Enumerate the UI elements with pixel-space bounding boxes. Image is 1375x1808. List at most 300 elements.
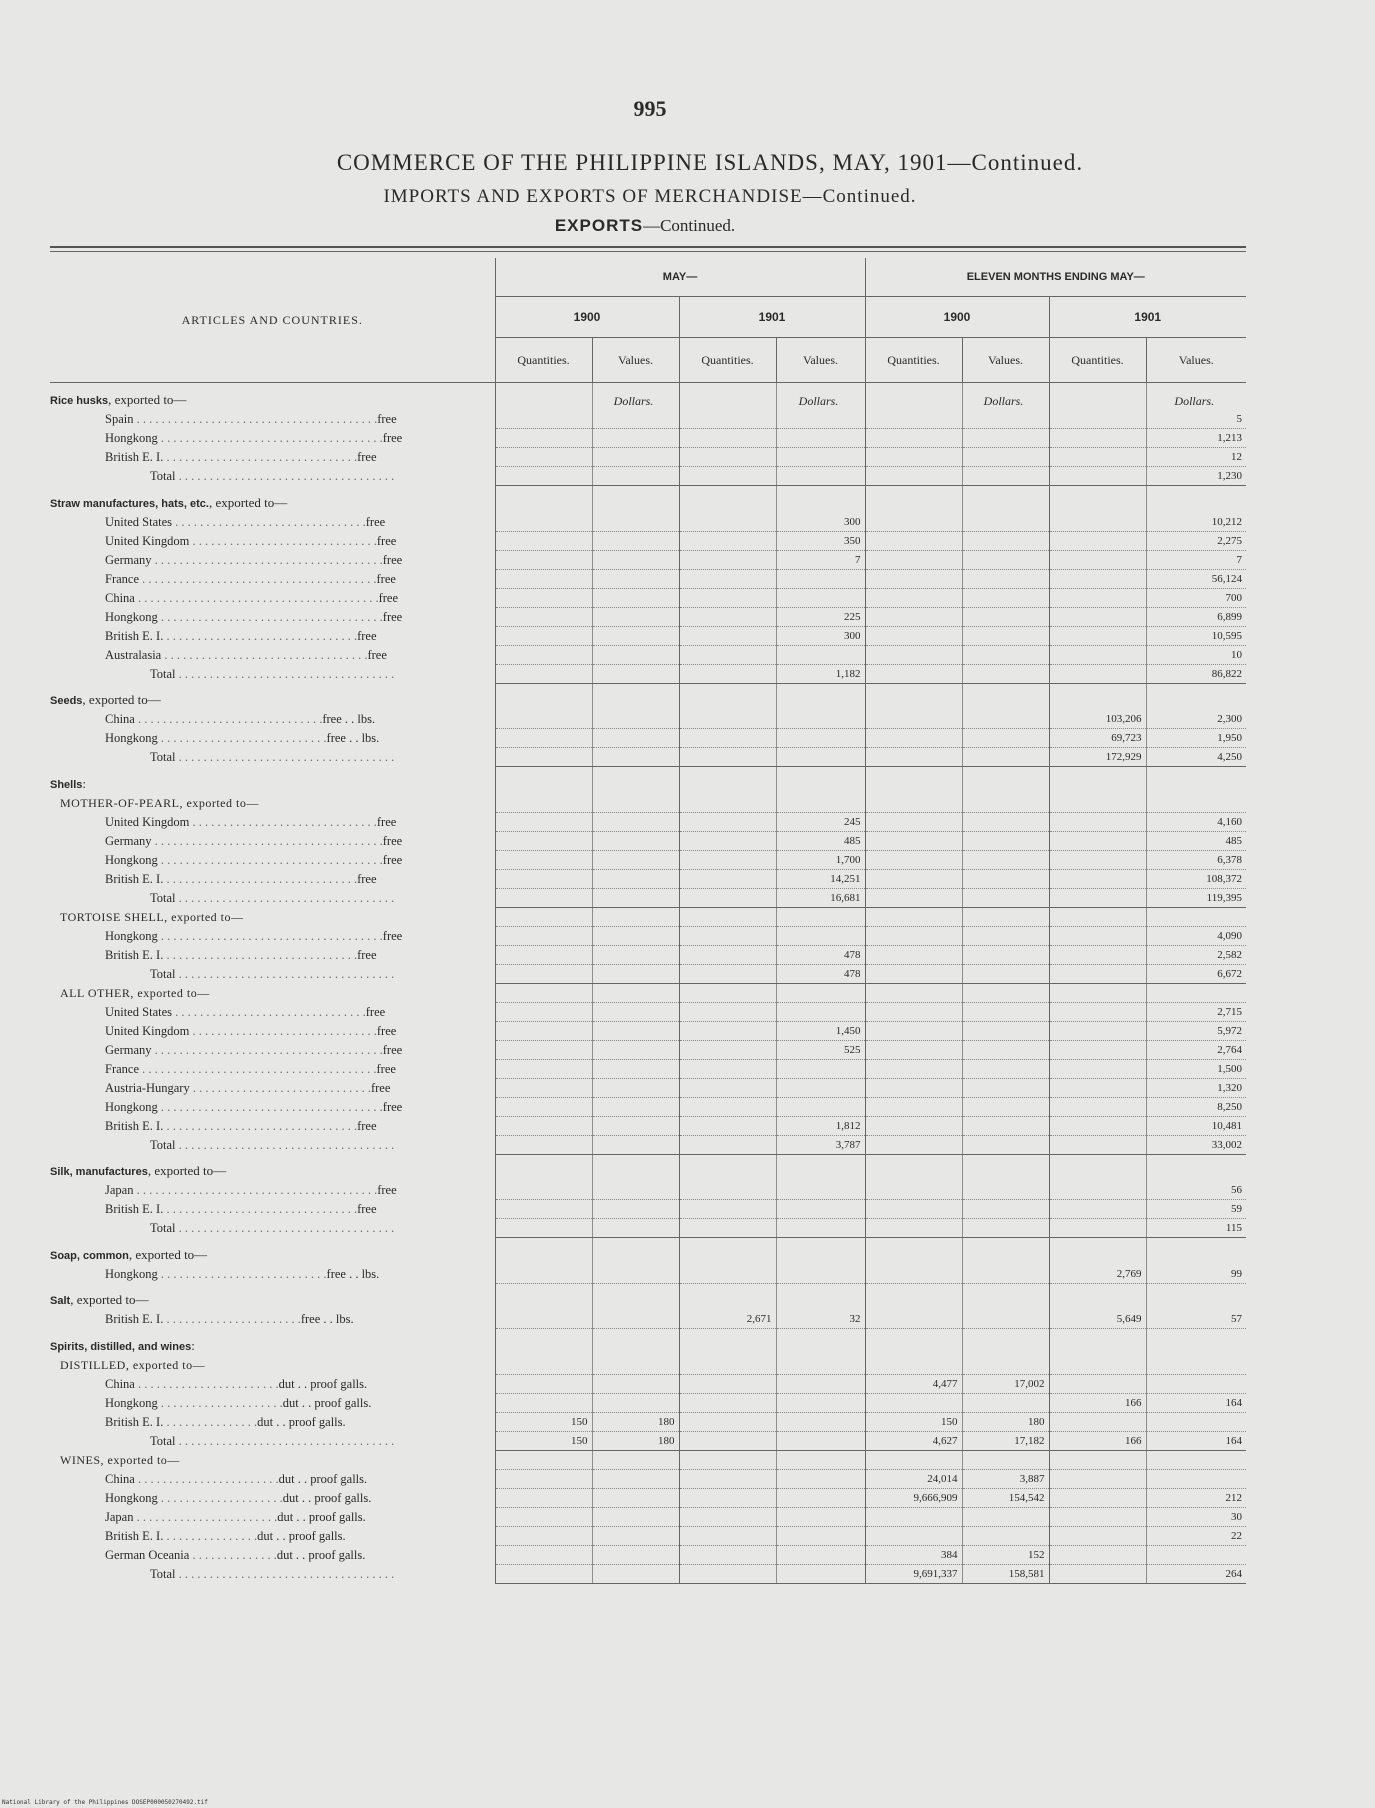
value-cell [962, 429, 1049, 448]
country-name: German Oceania [105, 1547, 190, 1562]
value-cell [962, 1040, 1049, 1059]
value-cell [592, 983, 679, 1002]
value-cell [592, 448, 679, 467]
page-subtitle: IMPORTS AND EXPORTS OF MERCHANDISE—Continued. [383, 186, 917, 207]
value-cell: 4,160 [1146, 812, 1246, 831]
value-cell: 485 [1146, 831, 1246, 850]
value-cell [776, 1564, 865, 1583]
value-cell [962, 729, 1049, 748]
value-cell [1146, 767, 1246, 794]
value-cell [776, 448, 865, 467]
value-cell [592, 1116, 679, 1135]
country-name: British E. I. [105, 1202, 164, 1216]
quantity-cell [495, 945, 592, 964]
value-cell [962, 1238, 1049, 1265]
quantity-cell [495, 1488, 592, 1507]
article-label [50, 767, 495, 794]
value-cell: 2,764 [1146, 1040, 1246, 1059]
table-row [50, 945, 1246, 964]
value-cell [592, 767, 679, 794]
value-cell [1146, 1329, 1246, 1356]
total-label: Total [150, 1221, 176, 1235]
value-cell [592, 550, 679, 569]
value-cell [776, 1488, 865, 1507]
quantity-cell [1049, 1469, 1146, 1488]
value-cell [776, 645, 865, 664]
table-row [50, 1181, 1246, 1200]
quantity-cell [679, 1356, 776, 1375]
value-cell [962, 1154, 1049, 1181]
value-cell [962, 926, 1049, 945]
value-cell [962, 1393, 1049, 1412]
country-name: Hongkong [105, 431, 158, 445]
value-cell: 4,250 [1146, 748, 1246, 767]
quantity-cell [1049, 926, 1146, 945]
country-name: British E. I. [105, 628, 164, 643]
article-name: Shells [50, 778, 83, 791]
article-label [50, 1238, 495, 1265]
quantity-cell [865, 1200, 962, 1219]
value-cell: 33,002 [1146, 1135, 1246, 1154]
value-cell [592, 794, 679, 813]
value-cell [592, 907, 679, 926]
col-header-quantities: Quantities. [495, 338, 592, 383]
value-cell [592, 1488, 679, 1507]
dot-leader: . . . . . . . . . . . . . . . . . . . . . . . . . . . . . . . . . . . [175, 1566, 395, 1581]
country-name: British E. I. [105, 1414, 164, 1429]
quantity-cell [495, 626, 592, 645]
article-label [50, 1040, 495, 1059]
value-cell [592, 645, 679, 664]
value-cell [962, 448, 1049, 467]
table-row [50, 410, 1246, 429]
dot-leader: . . . . . . . . . . . . . . . . . . . . . . [163, 1312, 301, 1327]
quantity-cell [1049, 1040, 1146, 1059]
table-row [50, 1097, 1246, 1116]
country-name: British E. I. [105, 1118, 164, 1133]
country-name: Australasia [105, 647, 162, 662]
value-cell: 119,395 [1146, 888, 1246, 907]
value-cell [962, 869, 1049, 888]
quantity-cell [1049, 588, 1146, 607]
quantity-cell [495, 1135, 592, 1154]
quantity-cell [1049, 1219, 1146, 1238]
duty-unit: free [377, 1183, 397, 1198]
quantity-cell [495, 1329, 592, 1356]
article-label [50, 410, 495, 429]
quantity-cell [679, 888, 776, 907]
value-cell [962, 1059, 1049, 1078]
article-label [50, 1116, 495, 1135]
quantity-cell [1049, 410, 1146, 429]
value-cell [776, 1078, 865, 1097]
article-name: Spirits, distilled, and wines [50, 1340, 192, 1353]
table-row [50, 1021, 1246, 1040]
quantity-cell [495, 1545, 592, 1564]
quantity-cell [495, 767, 592, 794]
country-name: Germany [105, 833, 152, 848]
table-row [50, 588, 1246, 607]
article-label [50, 1545, 495, 1564]
quantity-cell [865, 812, 962, 831]
total-label: Total [150, 469, 176, 483]
quantity-cell [865, 1135, 962, 1154]
total-label: Total [150, 1137, 176, 1152]
duty-unit: dut . . proof galls. [278, 1376, 368, 1391]
country-name: Japan [105, 1509, 134, 1524]
value-cell: 8,250 [1146, 1097, 1246, 1116]
article-label [50, 1469, 495, 1488]
value-cell: Dollars. [592, 383, 679, 411]
value-cell: 17,182 [962, 1431, 1049, 1450]
value-cell: 525 [776, 1040, 865, 1059]
value-cell [592, 1021, 679, 1040]
duty-unit: free [382, 552, 403, 567]
value-cell: 108,372 [1146, 869, 1246, 888]
duty-unit: free . . lbs. [300, 1312, 354, 1327]
quantity-cell [679, 513, 776, 532]
quantity-cell [679, 1545, 776, 1564]
dot-leader: . . . . . . . . . . . . . . . . . . . . . . . . . . . . . . . . . . . [175, 666, 395, 681]
group-header-may: MAY— [495, 258, 865, 297]
quantity-cell: 9,691,337 [865, 1564, 962, 1583]
country-name: Japan [105, 1183, 134, 1198]
dot-leader: . . . . . . . . . . . . . . . . . . . . . . . . . . . . . . . . . . . [175, 469, 395, 483]
quantity-cell [679, 1219, 776, 1238]
table-row [50, 645, 1246, 664]
article-label [50, 486, 495, 513]
value-cell [776, 1219, 865, 1238]
quantity-cell [495, 983, 592, 1002]
table-row [50, 767, 1246, 794]
article-label [50, 1002, 495, 1021]
dot-leader: . . . . . . . . . . . . . . . . . . . . . . . . . . . . . [189, 1080, 371, 1095]
quantity-cell [1049, 1154, 1146, 1181]
table-row [50, 1564, 1246, 1583]
value-cell [776, 1097, 865, 1116]
value-cell [776, 467, 865, 486]
value-cell: 1,213 [1146, 429, 1246, 448]
table-row [50, 664, 1246, 683]
table-row [50, 748, 1246, 767]
value-cell: 485 [776, 831, 865, 850]
quantity-cell [679, 1059, 776, 1078]
value-cell [592, 748, 679, 767]
quantity-cell [495, 1238, 592, 1265]
dot-leader: . . . . . . . . . . . . . . . . . . . . . . . . . . . . . . . . . . . . . [151, 552, 383, 567]
quantity-cell [865, 486, 962, 513]
article-label [50, 850, 495, 869]
quantity-cell [679, 1097, 776, 1116]
quantity-cell [495, 748, 592, 767]
quantity-cell [865, 729, 962, 748]
article-label [50, 1200, 495, 1219]
quantity-cell [679, 1564, 776, 1583]
table-row [50, 531, 1246, 550]
value-cell [776, 1526, 865, 1545]
quantity-cell [679, 383, 776, 411]
quantity-cell [495, 1265, 592, 1284]
sub-article-label: TORTOISE SHELL, exported to— [60, 909, 244, 924]
quantity-cell [865, 1219, 962, 1238]
table-row [50, 1238, 1246, 1265]
value-cell: 164 [1146, 1431, 1246, 1450]
quantity-cell [1049, 907, 1146, 926]
value-cell: 86,822 [1146, 664, 1246, 683]
dot-leader: . . . . . . . . . . . . . . . . . . . . . . . . . . . . . . . [172, 1004, 366, 1019]
sub-article-label: MOTHER-OF-PEARL, exported to— [60, 795, 259, 810]
value-cell [592, 410, 679, 429]
value-cell [776, 1545, 865, 1564]
article-label [50, 1329, 495, 1356]
duty-unit: free [357, 871, 377, 886]
quantity-cell [865, 626, 962, 645]
quantity-cell [1049, 1002, 1146, 1021]
quantity-cell: 172,929 [1049, 748, 1146, 767]
value-cell: 5 [1146, 410, 1246, 429]
quantity-cell [679, 429, 776, 448]
table-row [50, 729, 1246, 748]
quantity-cell [495, 1078, 592, 1097]
quantity-cell [679, 945, 776, 964]
table-row [50, 1040, 1246, 1059]
dot-leader: . . . . . . . . . . . . . . . . . . . . . . . . . . . . . . . [172, 514, 366, 529]
value-cell [592, 1002, 679, 1021]
value-cell [962, 486, 1049, 513]
value-cell: 478 [776, 964, 865, 983]
quantity-cell [1049, 869, 1146, 888]
value-cell [962, 794, 1049, 813]
quantity-cell [1049, 664, 1146, 683]
table-row [50, 1329, 1246, 1356]
value-cell [592, 710, 679, 729]
quantity-cell [865, 945, 962, 964]
value-cell [1146, 983, 1246, 1002]
quantity-cell [679, 1412, 776, 1431]
quantity-cell [865, 710, 962, 729]
table-row [50, 710, 1246, 729]
table-row [50, 383, 1246, 411]
page-title: COMMERCE OF THE PHILIPPINE ISLANDS, MAY, 1901—Continued. [336, 150, 1084, 175]
dot-leader: . . . . . . . . . . . . . . . . . . . . . . . . . . . . . . . . . . . . . . [139, 1061, 377, 1076]
quantity-cell [679, 926, 776, 945]
quantity-cell [679, 767, 776, 794]
table-row [50, 983, 1246, 1002]
dot-leader: . . . . . . . . . . . . . . . . . . . . . . . . . . . . . . . . . . . [175, 1137, 395, 1152]
value-cell [1146, 1412, 1246, 1431]
value-cell [592, 429, 679, 448]
value-cell [1146, 683, 1246, 710]
value-cell [962, 607, 1049, 626]
value-cell [592, 1393, 679, 1412]
article-label [50, 569, 495, 588]
duty-unit: free [376, 814, 397, 829]
duty-unit: free [365, 1004, 386, 1019]
value-cell [592, 850, 679, 869]
value-cell [592, 1181, 679, 1200]
page-number: 995 [633, 96, 667, 121]
quantity-cell [679, 983, 776, 1002]
duty-unit: dut . . proof galls. [257, 1414, 346, 1429]
value-cell [592, 588, 679, 607]
value-cell: 30 [1146, 1507, 1246, 1526]
quantity-cell [679, 1431, 776, 1450]
value-cell [776, 588, 865, 607]
value-cell [1146, 1283, 1246, 1310]
quantity-cell [865, 1393, 962, 1412]
value-cell [962, 569, 1049, 588]
quantity-cell [495, 1356, 592, 1375]
quantity-cell: 24,014 [865, 1469, 962, 1488]
article-label [50, 869, 495, 888]
quantity-cell [1049, 429, 1146, 448]
quantity-cell [495, 869, 592, 888]
quantity-cell [495, 812, 592, 831]
quantity-cell [1049, 1200, 1146, 1219]
country-name: Hongkong [105, 609, 158, 624]
country-name: British E. I. [105, 450, 164, 464]
quantity-cell [1049, 1135, 1146, 1154]
value-cell: 3,887 [962, 1469, 1049, 1488]
value-cell [1146, 1545, 1246, 1564]
duty-unit: free [376, 533, 397, 548]
value-cell [1146, 794, 1246, 813]
col-header-values: Values. [592, 338, 679, 383]
dot-leader: . . . . . . . . . . . . . . . . . . . . . . . . . . . . . . [189, 814, 377, 829]
table-row [50, 1412, 1246, 1431]
quantity-cell [495, 907, 592, 926]
value-cell: 56,124 [1146, 569, 1246, 588]
quantity-cell [679, 410, 776, 429]
total-label: Total [150, 890, 176, 905]
quantity-cell [1049, 888, 1146, 907]
quantity-cell [1049, 1564, 1146, 1583]
article-label [50, 645, 495, 664]
value-cell: 7 [1146, 550, 1246, 569]
article-label [50, 1393, 495, 1412]
value-cell: 700 [1146, 588, 1246, 607]
article-label [50, 945, 495, 964]
article-label [50, 626, 495, 645]
table-row [50, 888, 1246, 907]
value-cell: 6,899 [1146, 607, 1246, 626]
value-cell [592, 1526, 679, 1545]
article-label [50, 748, 495, 767]
quantity-cell [495, 1393, 592, 1412]
dot-leader: . . . . . . . . . . . . . . . . . . . . [157, 1395, 283, 1410]
quantity-cell [865, 1097, 962, 1116]
value-cell: 115 [1146, 1219, 1246, 1238]
value-cell [776, 1450, 865, 1469]
quantity-cell [679, 1283, 776, 1310]
value-cell [592, 1469, 679, 1488]
table-row [50, 964, 1246, 983]
duty-unit: dut . . proof galls. [282, 1490, 372, 1505]
value-cell [776, 1374, 865, 1393]
quantity-cell [865, 550, 962, 569]
section-heading [0, 216, 1290, 236]
value-cell [776, 907, 865, 926]
article-label [50, 1488, 495, 1507]
value-cell: 6,672 [1146, 964, 1246, 983]
quantity-cell: 69,723 [1049, 729, 1146, 748]
quantity-cell [679, 1002, 776, 1021]
dot-leader: . . . . . . . . . . . . . . . . . . . . . . . . . . . . . . . . . . . . . . . [133, 412, 378, 427]
value-cell: 300 [776, 513, 865, 532]
value-cell [776, 1265, 865, 1284]
dot-leader: . . . . . . . . . . . . . . . . . . . . . . . [134, 1376, 279, 1391]
value-cell: 1,320 [1146, 1078, 1246, 1097]
quantity-cell [1049, 964, 1146, 983]
value-cell [592, 531, 679, 550]
quantity-cell [1049, 794, 1146, 813]
value-cell [1146, 486, 1246, 513]
quantity-cell [1049, 513, 1146, 532]
duty-unit: free [382, 928, 403, 943]
value-cell [962, 1283, 1049, 1310]
quantity-cell [865, 1059, 962, 1078]
value-cell [776, 1200, 865, 1219]
value-cell: 3,787 [776, 1135, 865, 1154]
quantity-cell [865, 983, 962, 1002]
country-name: France [105, 571, 140, 586]
quantity-cell [679, 729, 776, 748]
quantity-cell [495, 1200, 592, 1219]
quantity-cell: 2,769 [1049, 1265, 1146, 1284]
quantity-cell [865, 1021, 962, 1040]
table-row [50, 1450, 1246, 1469]
value-cell: 158,581 [962, 1564, 1049, 1583]
article-label [50, 383, 495, 411]
value-cell [962, 513, 1049, 532]
total-label: Total [150, 666, 176, 681]
article-suffix: : [191, 1337, 195, 1353]
country-name: Hongkong [105, 852, 158, 867]
value-cell [962, 983, 1049, 1002]
table-row [50, 1078, 1246, 1097]
value-cell: Dollars. [1146, 383, 1246, 411]
total-label: Total [150, 1566, 176, 1581]
quantity-cell [495, 1059, 592, 1078]
quantity-cell [865, 448, 962, 467]
duty-unit: dut . . proof galls. [257, 1528, 346, 1543]
quantity-cell [495, 1154, 592, 1181]
quantity-cell [865, 1265, 962, 1284]
table-row [50, 794, 1246, 813]
table-row [50, 1431, 1246, 1450]
value-cell: 212 [1146, 1488, 1246, 1507]
quantity-cell [679, 1374, 776, 1393]
article-label [50, 550, 495, 569]
quantity-cell [679, 1078, 776, 1097]
quantity-cell [679, 1021, 776, 1040]
quantity-cell [679, 1469, 776, 1488]
quantity-cell: 150 [495, 1412, 592, 1431]
dot-leader: . . . . . . . . . . . . . . . . . . . . . . . . . . . . . . . . . . . . [157, 852, 383, 867]
quantity-cell [1049, 550, 1146, 569]
value-cell [962, 1116, 1049, 1135]
duty-unit: free [382, 1099, 403, 1114]
article-label [50, 1097, 495, 1116]
value-cell [592, 1507, 679, 1526]
quantity-cell [865, 767, 962, 794]
sub-article-label: DISTILLED, exported to— [60, 1357, 206, 1372]
quantity-cell [495, 1219, 592, 1238]
value-cell [592, 1097, 679, 1116]
dot-leader: . . . . . . . . . . . . . . . . . . . . . . . . . . . . . . [134, 712, 323, 727]
dot-leader: . . . . . . . . . . . . . . . . . . . . . . . . . . . . . . . [163, 450, 358, 464]
country-name: British E. I. [105, 1528, 164, 1543]
